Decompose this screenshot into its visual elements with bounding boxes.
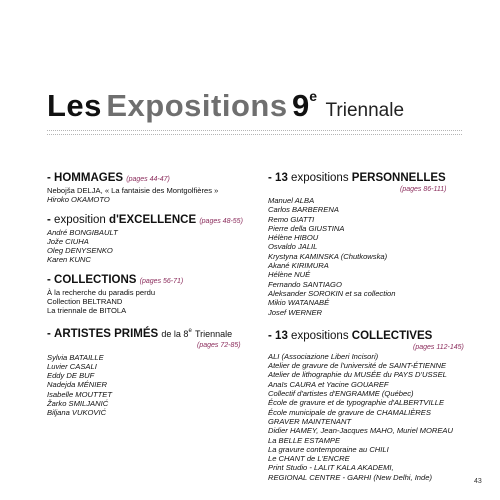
heading-count: 13 — [275, 329, 288, 342]
list-item: Le CHANT de L'ENCRE — [268, 454, 350, 464]
list-item: Collectif d'artistes d'ENGRAMME (Québec) — [268, 389, 414, 399]
list-item: Luvier CASALI — [47, 361, 97, 371]
heading-light-text: de la 8 — [161, 328, 189, 339]
artist-list — [268, 196, 483, 317]
list-item: École municipale de gravure de CHAMALIÈRES — [268, 407, 431, 417]
list-item: Collection BELTRAND — [47, 297, 123, 307]
list-item: Krystyna KAMINSKA (Chutkowska) — [268, 251, 388, 261]
list-item: REGIONAL CENTRE - GARHI (New Delhi, Inde) — [268, 472, 433, 482]
title-expositions: Expositions — [106, 88, 288, 123]
list-item: Josef WERNER — [268, 307, 323, 317]
artist-list — [47, 228, 257, 265]
list-item: Isabelle MOUTTET — [47, 389, 112, 399]
list-item: Sylvia BATAILLE — [47, 352, 104, 362]
list-item: Pierre della GIUSTINA — [268, 223, 345, 233]
list-item: GRAVER MAINTENANT — [268, 416, 352, 426]
heading-text: HOMMAGES — [54, 172, 124, 184]
list-item: Mikio WATANABÉ — [268, 298, 330, 308]
list-item: Oleg DENYSENKO — [47, 246, 113, 256]
list-item: Atelier de gravure de l'université de SAINT-ÉTIENNE — [268, 361, 447, 371]
heading-text: COLLECTIONS — [54, 273, 137, 286]
heading-dash: - — [47, 213, 51, 226]
section-heading — [47, 274, 257, 288]
collection-list — [47, 288, 257, 316]
list-item: Anaïs CAURA et Yacine GOUAREF — [268, 379, 389, 389]
heading-dash: - — [47, 172, 51, 184]
title-divider-bottom — [47, 134, 462, 135]
heading-dash: - — [47, 273, 51, 286]
list-item: André BONGIBAULT — [47, 227, 118, 237]
list-item: Nebojša DELJA, « La fantaisie des Montgolfières » — [47, 186, 219, 195]
list-item: ALI (Associazione Liberi Incisori) — [268, 351, 379, 361]
page-range: (pages 44-47) — [126, 176, 170, 183]
list-item: Atelier de lithographie du MUSÉE du PAYS D'USSEL — [268, 370, 447, 380]
section-heading — [268, 330, 483, 343]
title-divider-top — [47, 130, 462, 131]
section-heading — [268, 172, 483, 185]
list-item: Hiroko OKAMOTO — [47, 195, 110, 205]
list-item: Fernando SANTIAGO — [268, 279, 342, 289]
artist-list — [47, 186, 257, 205]
list-item: Print Studio - LALIT KALA AKADEMI, — [268, 463, 394, 473]
heading-text: ARTISTES PRIMÉS — [54, 327, 159, 340]
page-title — [47, 88, 404, 124]
section-heading — [47, 172, 257, 186]
heading-text: COLLECTIVES — [351, 329, 433, 342]
list-item: Eddy DE BUF — [47, 371, 95, 381]
section-excellence — [47, 214, 257, 265]
heading-dash: - — [268, 172, 272, 184]
heading-count: 13 — [275, 172, 288, 184]
title-number: 9 — [292, 88, 310, 123]
page-number: 43 — [474, 478, 482, 485]
list-item: Carlos BARBERENA — [268, 205, 339, 215]
heading-light-text-2: Triennale — [194, 328, 233, 339]
list-item: Aleksander SOROKIN et sa collection — [268, 288, 396, 298]
title-triennale: Triennale — [325, 100, 405, 121]
section-personnelles — [268, 172, 483, 317]
right-column — [268, 172, 483, 491]
section-collectives — [268, 330, 483, 482]
collective-list — [268, 352, 483, 482]
list-item: Manuel ALBA — [268, 196, 315, 205]
heading-dash: - — [47, 327, 51, 340]
page-range: (pages 112-145) — [413, 343, 464, 351]
list-item: À la recherche du paradis perdu — [47, 287, 156, 297]
page-range: (pages 86-111) — [400, 186, 447, 193]
list-item: Hélène NUÉ — [268, 270, 311, 280]
heading-light-text: expositions — [291, 329, 349, 342]
section-hommages — [47, 172, 257, 205]
page-range: (pages 56-71) — [139, 277, 184, 285]
heading-dash: - — [268, 329, 272, 342]
heading-superscript: e — [188, 327, 192, 334]
list-item: Akané KIRIMURA — [268, 261, 329, 271]
heading-text: PERSONNELLES — [351, 172, 446, 184]
page-range: (pages 48-55) — [199, 217, 243, 225]
title-les: Les — [47, 88, 102, 123]
list-item: Remo GIATTI — [268, 214, 315, 224]
list-item: Nadejda MÉNIER — [47, 380, 107, 390]
list-item: Karen KUNC — [47, 255, 91, 265]
section-artistes-primes — [47, 325, 257, 418]
list-item: Osvaldo JALIL — [268, 242, 318, 252]
artist-list — [47, 353, 257, 418]
list-item: Jože CIUHA — [47, 236, 89, 246]
list-item: Žarko SMILJANIĆ — [47, 398, 109, 408]
section-heading — [47, 214, 257, 228]
section-collections — [47, 274, 257, 316]
section-heading — [47, 325, 257, 341]
list-item: Biljana VUKOVIĆ — [47, 408, 107, 418]
heading-light-text: expositions — [291, 172, 349, 184]
left-column — [47, 172, 257, 427]
list-item: La triennale de BITOLA — [47, 306, 127, 316]
list-item: La BELLE ESTAMPE — [268, 435, 341, 445]
page-range: (pages 72-85) — [197, 341, 241, 349]
list-item: École de gravure et de typographie d'ALBERTVILLE — [268, 398, 445, 408]
title-superscript: e — [309, 88, 318, 104]
heading-light-text: exposition — [54, 213, 106, 226]
heading-text: d'EXCELLENCE — [109, 213, 197, 226]
list-item: La gravure contemporaine au CHILI — [268, 444, 389, 454]
list-item: Hélène HIBOU — [268, 233, 319, 243]
list-item: Didier HAMEY, Jean-Jacques MAHO, Muriel MOREAU — [268, 426, 453, 436]
